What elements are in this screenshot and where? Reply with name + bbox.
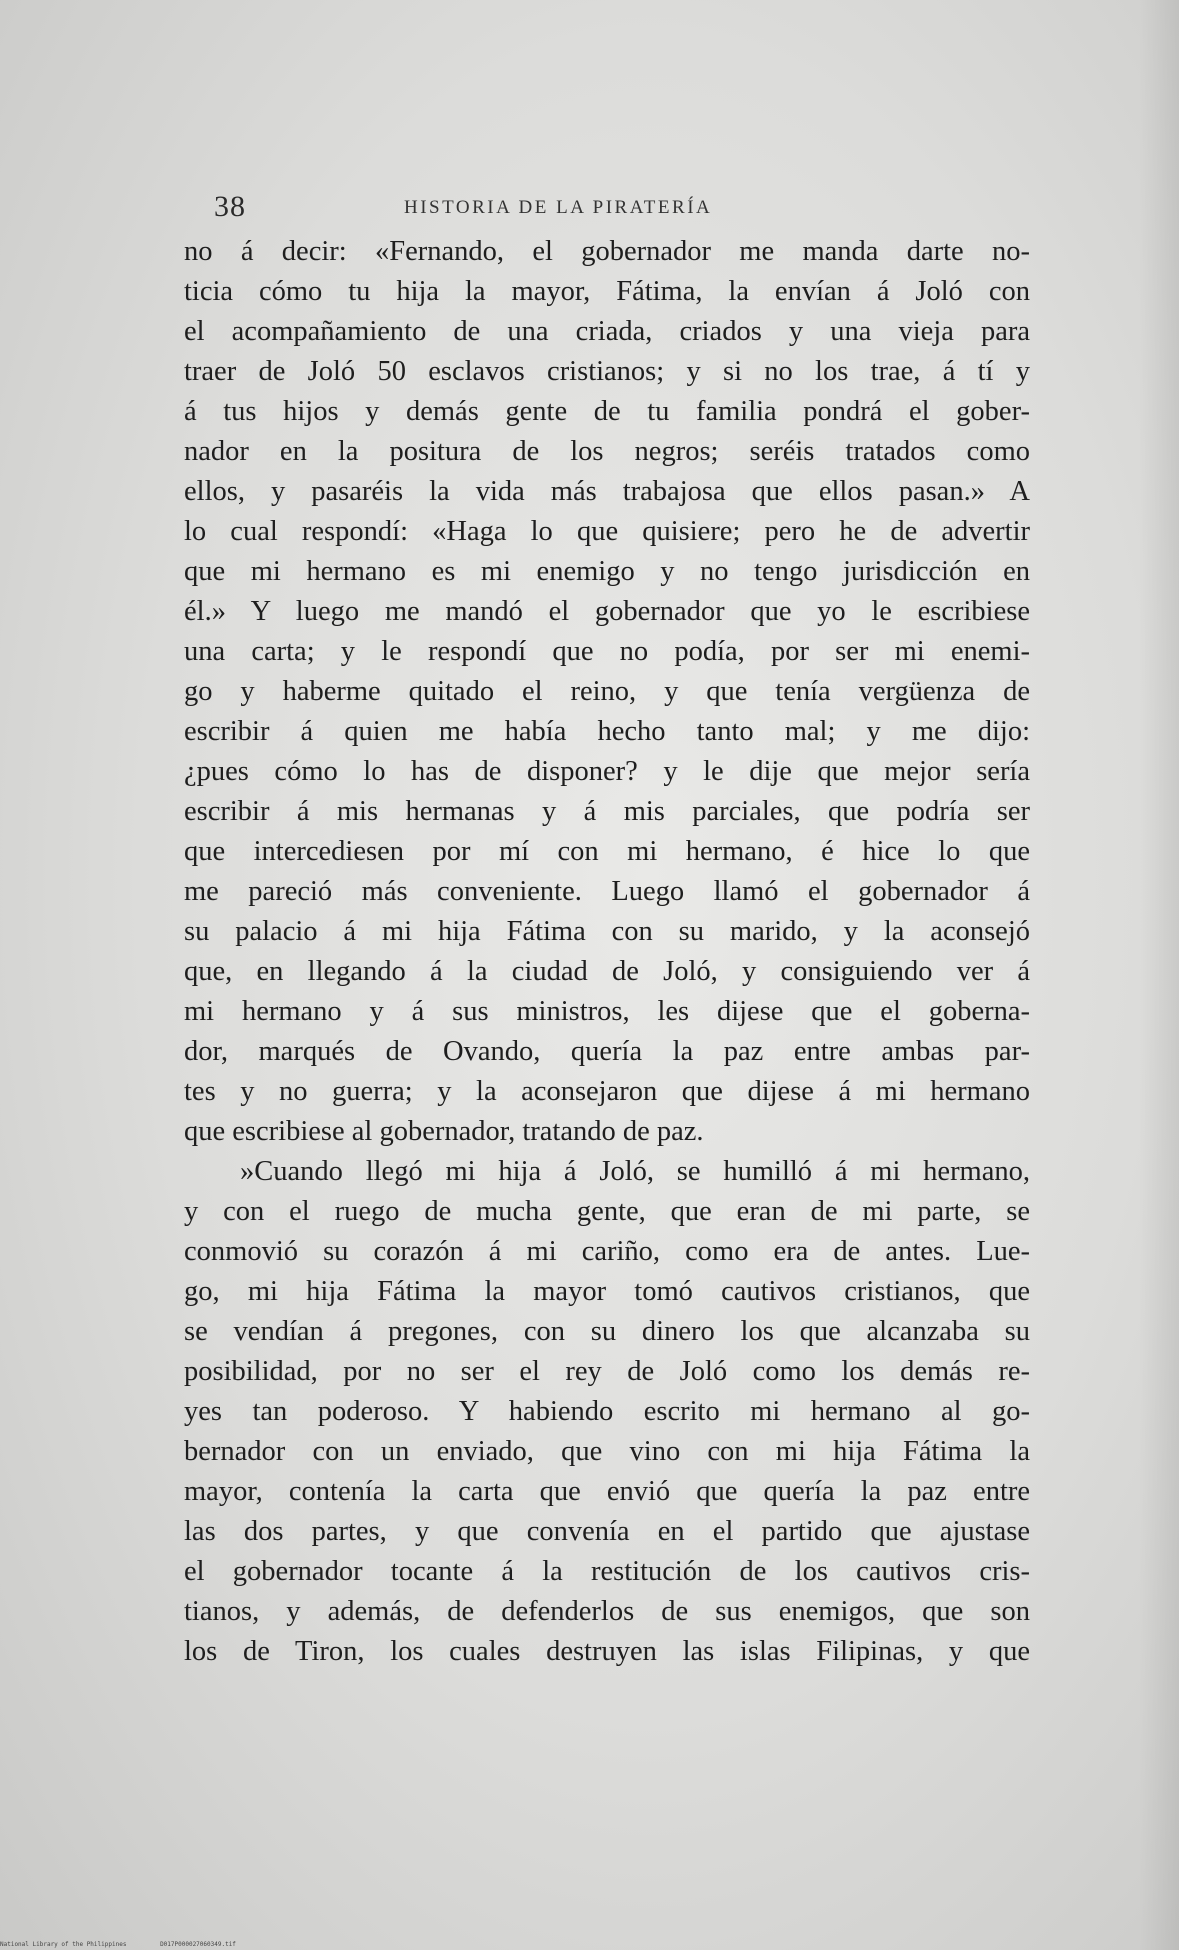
text-line: yes tan poderoso. Y habiendo escrito mi hermano al go- [184, 1396, 1030, 1427]
text-line: mayor, contenía la carta que envió que quería la paz entre [184, 1476, 1030, 1507]
text-line: el gobernador tocante á la restitución de los cautivos cris- [184, 1556, 1030, 1587]
text-line: go y haberme quitado el reino, y que tenía vergüenza de [184, 676, 1030, 707]
page-edge-shadow [1139, 0, 1179, 1950]
text-line: los de Tiron, los cuales destruyen las islas Filipinas, y que [184, 1636, 1030, 1667]
text-line: conmovió su corazón á mi cariño, como era de antes. Lue- [184, 1236, 1030, 1267]
body-text [184, 232, 1030, 1672]
text-line: su palacio á mi hija Fátima con su marido, y la aconsejó [184, 916, 1030, 947]
text-line: escribir á mis hermanas y á mis parciales, que podría ser [184, 796, 1030, 827]
paragraph-start-line: »Cuando llegó mi hija á Joló, se humilló á mi hermano, [240, 1156, 1030, 1187]
text-line: mi hermano y á sus ministros, les dijese que el goberna- [184, 996, 1030, 1027]
scan-footer [0, 1941, 266, 1948]
text-line: tes y no guerra; y la aconsejaron que dijese á mi hermano [184, 1076, 1030, 1107]
text-line: go, mi hija Fátima la mayor tomó cautivos cristianos, que [184, 1276, 1030, 1307]
text-line: nador en la positura de los negros; seréis tratados como [184, 436, 1030, 467]
page-number: 38 [214, 190, 246, 223]
paragraph-end-line: que escribiese al gobernador, tratando de paz. [184, 1116, 704, 1147]
text-line: que, en llegando á la ciudad de Joló, y consiguiendo ver á [184, 956, 1030, 987]
text-line: dor, marqués de Ovando, quería la paz entre ambas par- [184, 1036, 1030, 1067]
text-line: que intercediesen por mí con mi hermano, é hice lo que [184, 836, 1030, 867]
text-line: me pareció más conveniente. Luego llamó el gobernador á [184, 876, 1030, 907]
text-line: á tus hijos y demás gente de tu familia pondrá el gober- [184, 396, 1030, 427]
footer-file: D017P000027060349.tif [160, 1941, 236, 1948]
running-title: HISTORIA DE LA PIRATERÍA [404, 197, 713, 218]
text-line: se vendían á pregones, con su dinero los que alcanzaba su [184, 1316, 1030, 1347]
text-line: escribir á quien me había hecho tanto mal; y me dijo: [184, 716, 1030, 747]
text-line: traer de Joló 50 esclavos cristianos; y si no los trae, á tí y [184, 356, 1030, 387]
text-line: y con el ruego de mucha gente, que eran de mi parte, se [184, 1196, 1030, 1227]
text-line: ¿pues cómo lo has de disponer? y le dije que mejor sería [184, 756, 1030, 787]
page-header [214, 190, 1024, 226]
text-line: no á decir: «Fernando, el gobernador me manda darte no- [184, 236, 1030, 267]
text-line: él.» Y luego me mandó el gobernador que yo le escribiese [184, 596, 1030, 627]
text-line: una carta; y le respondí que no podía, por ser mi enemi- [184, 636, 1030, 667]
text-line: las dos partes, y que convenía en el partido que ajustase [184, 1516, 1030, 1547]
text-line: tianos, y además, de defenderlos de sus enemigos, que son [184, 1596, 1030, 1627]
text-line: bernador con un enviado, que vino con mi hija Fátima la [184, 1436, 1030, 1467]
text-line: el acompañamiento de una criada, criados y una vieja para [184, 316, 1030, 347]
text-line: que mi hermano es mi enemigo y no tengo jurisdicción en [184, 556, 1030, 587]
text-line: ellos, y pasaréis la vida más trabajosa que ellos pasan.» A [184, 476, 1030, 507]
footer-library: National Library of the Philippines [0, 1941, 127, 1948]
text-line: ticia cómo tu hija la mayor, Fátima, la envían á Joló con [184, 276, 1030, 307]
text-line: lo cual respondí: «Haga lo que quisiere; pero he de advertir [184, 516, 1030, 547]
text-line: posibilidad, por no ser el rey de Joló como los demás re- [184, 1356, 1030, 1387]
